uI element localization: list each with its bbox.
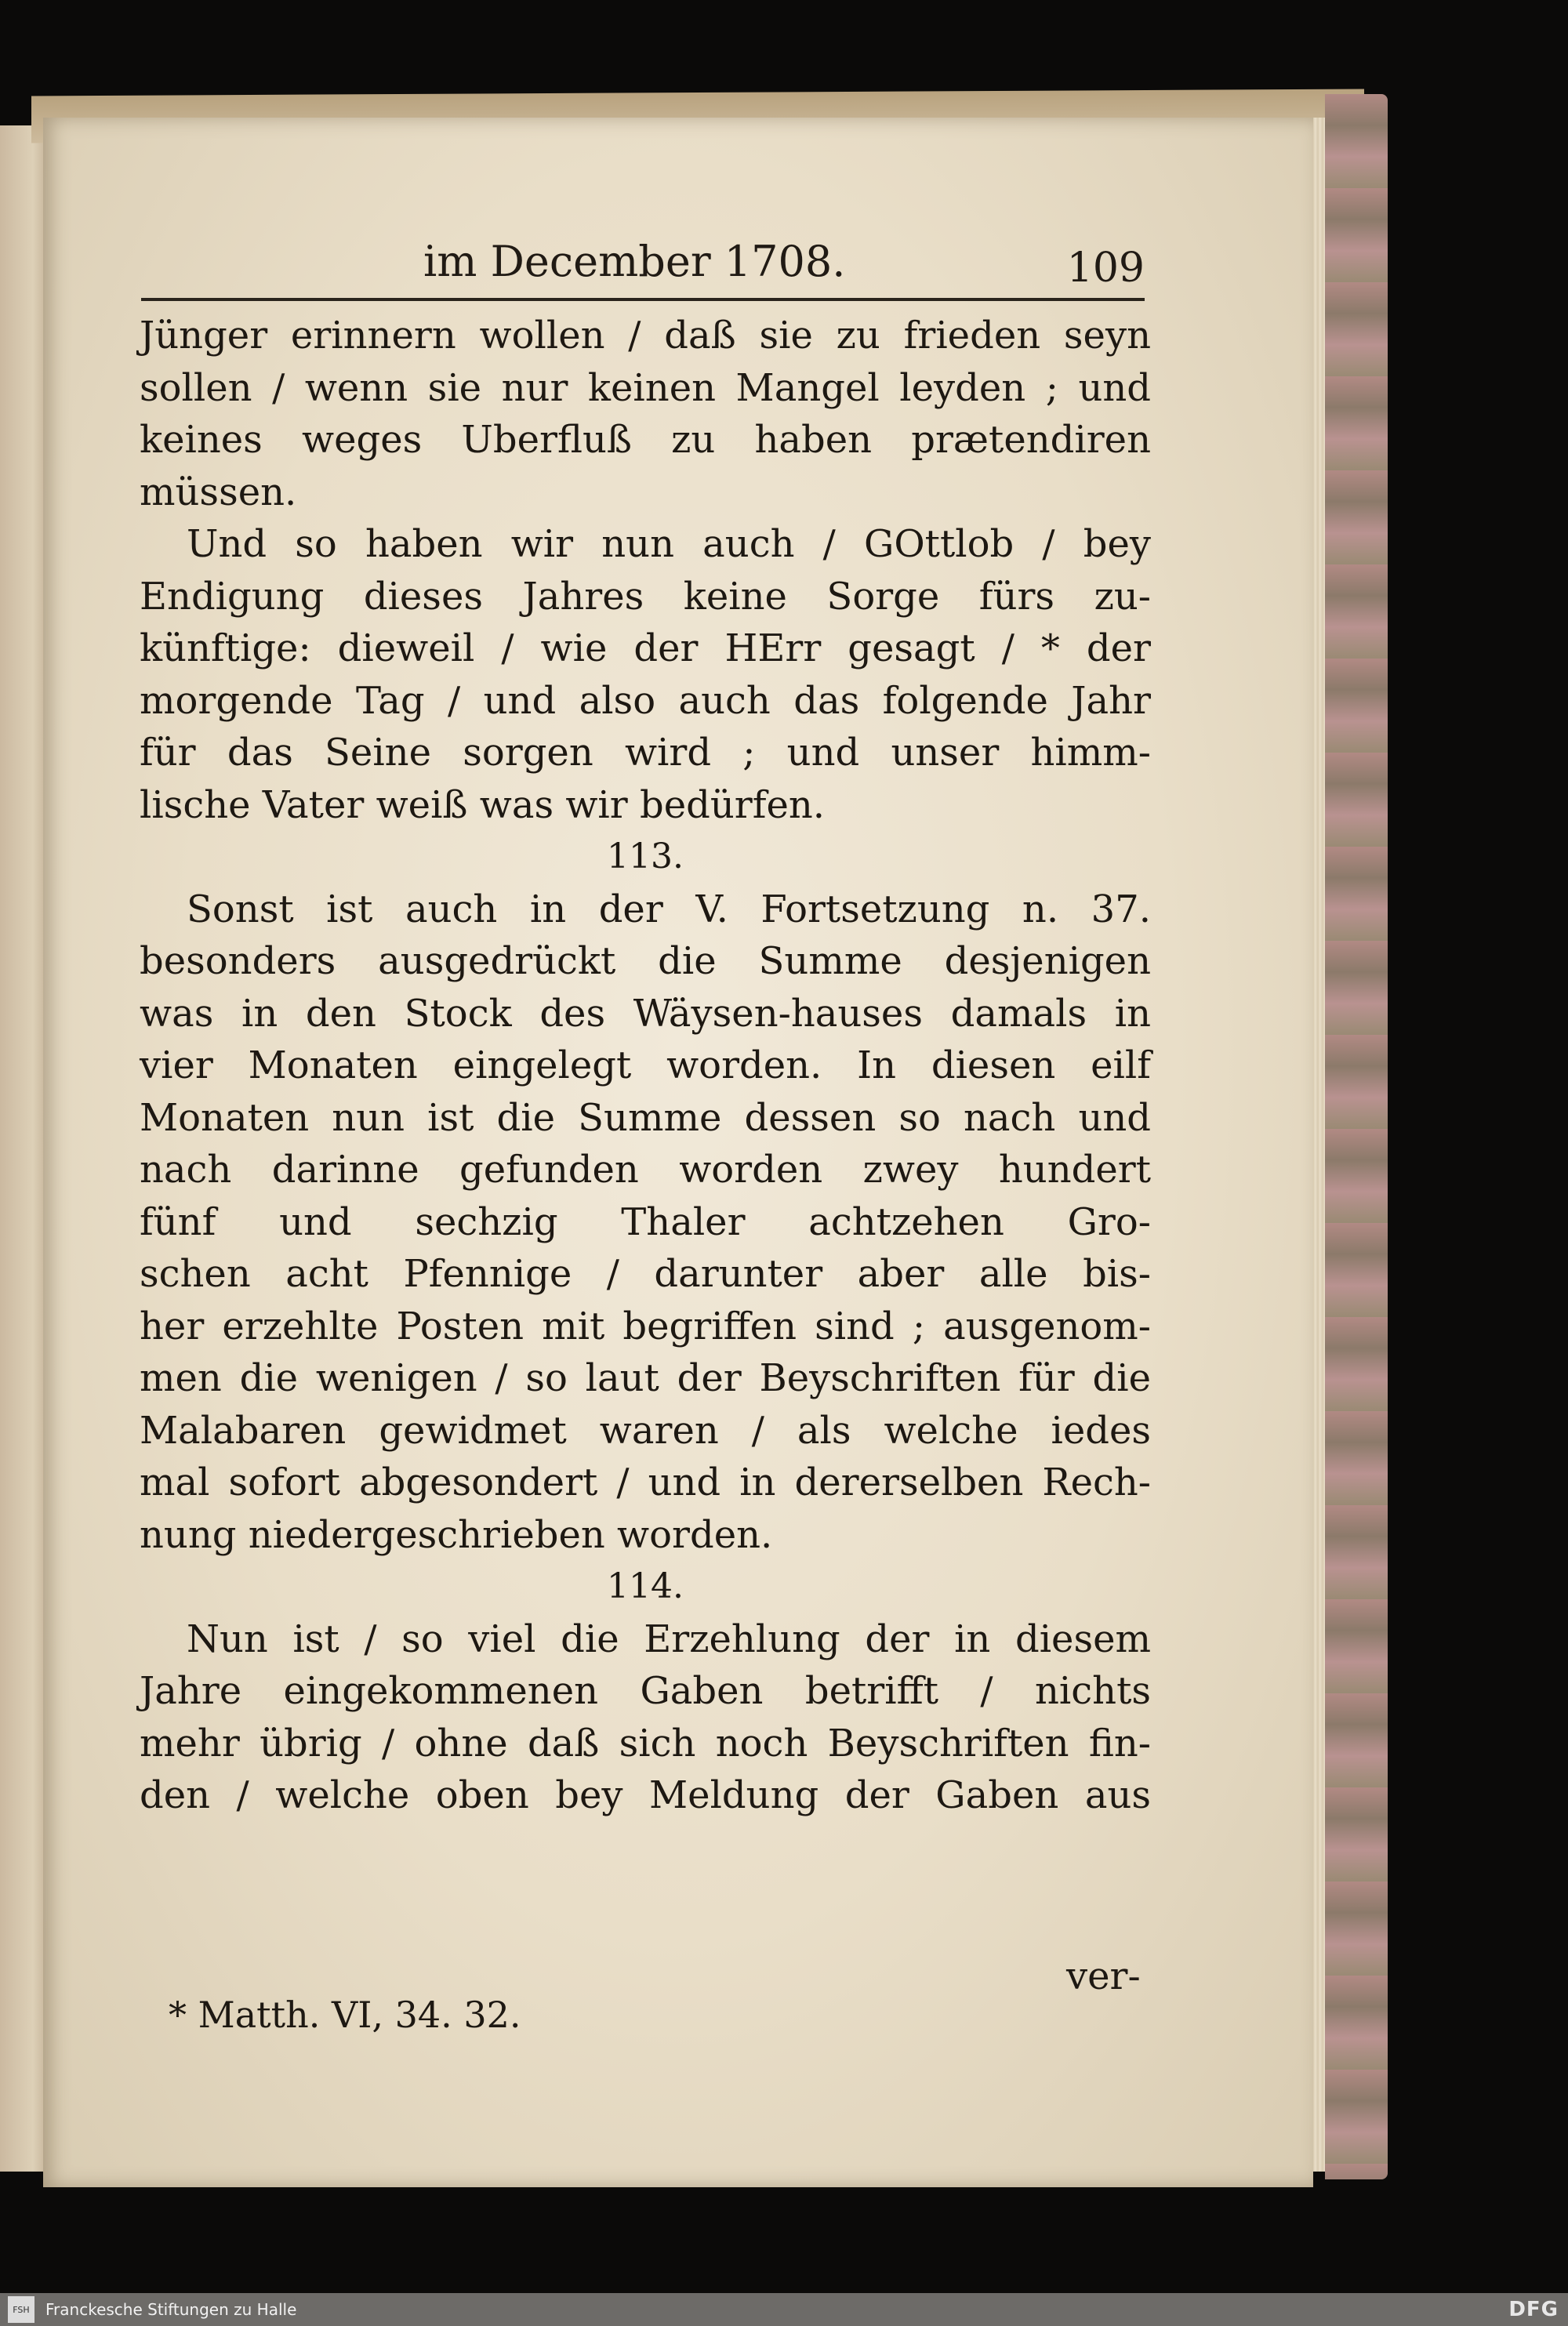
page-number: 109 (1066, 245, 1145, 292)
text-line: schen acht Pfennige / darunter aber alle bis- (140, 1252, 1151, 1296)
catchword: ver- (1066, 1954, 1141, 1998)
text-line: Malabaren gewidmet waren / als welche iedes (140, 1408, 1151, 1453)
section-number: 114. (607, 1566, 684, 1606)
text-line: besonders ausgedrückt die Summe desjenigen (140, 939, 1151, 983)
text-line: fünf und sechzig Thaler achtzehen Gro- (140, 1199, 1151, 1244)
institution-logo-icon: FSH (8, 2296, 34, 2323)
text-line: nach darinne gefunden worden zwey hundert (140, 1148, 1151, 1192)
text-line: Monaten nun ist die Summe dessen so nach und (140, 1095, 1151, 1140)
text-line: her erzehlte Posten mit begriffen sind ; ausgenom- (140, 1304, 1151, 1348)
text-line: lische Vater weiß was wir bedürfen. (140, 782, 826, 827)
text-line: müssen. (140, 470, 297, 514)
text-line: morgende Tag / und also auch das folgende Jahr (140, 678, 1151, 723)
footer-bar (0, 2293, 1568, 2326)
institution-name: Franckesche Stiftungen zu Halle (45, 2300, 297, 2319)
text-line: Nun ist / so viel die Erzehlung der in diesem (187, 1617, 1151, 1661)
text-line: mal sofort abgesondert / und in dererselben Rech- (140, 1461, 1151, 1504)
text-line: den / welche oben bey Meldung der Gaben aus (140, 1773, 1151, 1817)
text-line: Und so haben wir nun auch / GOttlob / bey (187, 522, 1151, 566)
text-line: nung niedergeschrieben worden. (140, 1512, 773, 1557)
text-line: Jünger erinnern wollen / daß sie zu frieden seyn (140, 314, 1151, 357)
text-line: men die wenigen / so laut der Beyschriften für die (140, 1356, 1151, 1400)
running-head-title: im December 1708. (423, 237, 846, 286)
text-line: künftige: dieweil / wie der HErr gesagt / * der (140, 626, 1151, 670)
body-text (140, 310, 1151, 1822)
running-head (141, 235, 1145, 301)
text-line: vier Monaten eingelegt worden. In diesen eilf (140, 1043, 1151, 1087)
text-line: für das Seine sorgen wird ; und unser himm- (140, 731, 1151, 775)
text-line: sollen / wenn sie nur keinen Mangel leyden ; und (140, 365, 1151, 410)
text-line: was in den Stock des Wäysen-hauses damals in (140, 991, 1151, 1036)
text-line: mehr übrig / ohne daß sich noch Beyschriften fin- (140, 1721, 1151, 1765)
text-line: keines weges Uberfluß zu haben prætendiren (140, 418, 1151, 462)
section-number: 113. (607, 836, 684, 876)
footnote: * Matth. VI, 34. 32. (169, 1994, 521, 2036)
text-line: Jahre eingekommenen Gaben betrifft / nichts (140, 1669, 1151, 1713)
dfg-logo: DFG (1508, 2298, 1559, 2321)
book-cover-edge (1325, 94, 1388, 2179)
text-line: Sonst ist auch in der V. Fortsetzung n. 37. (187, 887, 1151, 931)
text-line: Endigung dieses Jahres keine Sorge fürs zu- (140, 574, 1151, 619)
